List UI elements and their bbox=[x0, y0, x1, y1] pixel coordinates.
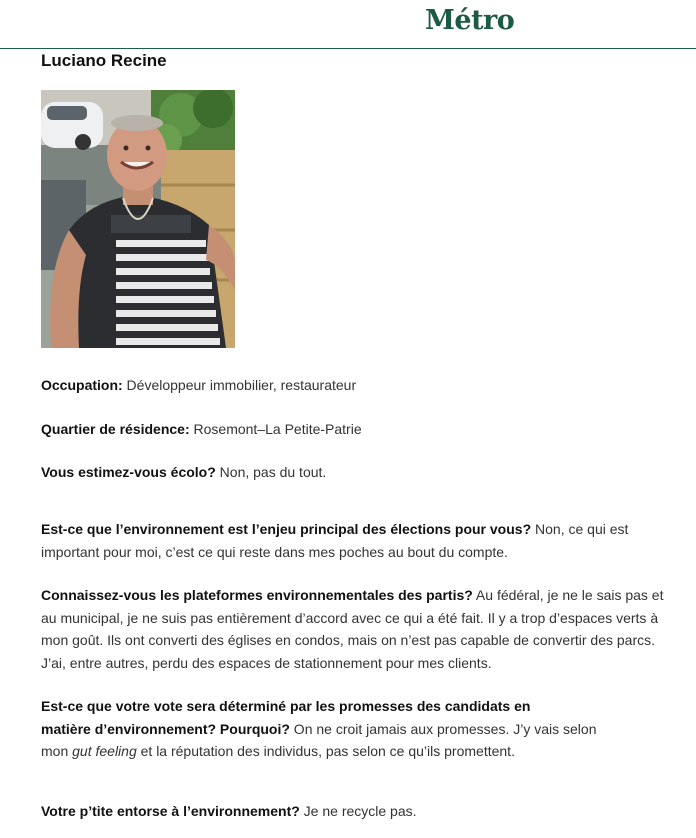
answer-text-end: et la réputation des individus, pas selon ce qu’ils promettent. bbox=[136, 743, 515, 759]
qa-quartier bbox=[41, 418, 671, 441]
answer-text-cont: mon bbox=[41, 743, 73, 759]
question-label: Est-ce que l’environnement est l’enjeu principal des élections pour vous? bbox=[41, 521, 532, 537]
qa-enjeu bbox=[41, 518, 671, 563]
answer-text: Développeur immobilier, restaurateur bbox=[122, 377, 357, 393]
question-label: Vous estimez-vous écolo? bbox=[41, 464, 216, 480]
question-label: Occupation: bbox=[41, 377, 123, 393]
person-name: Luciano Recine bbox=[41, 51, 167, 70]
question-label: Est-ce que votre vote sera déterminé par les promesses des candidats en bbox=[41, 698, 531, 714]
answer-text: On ne croit jamais aux promesses. J’y vais selon bbox=[289, 720, 597, 737]
qa-ecolo bbox=[41, 461, 671, 484]
question-label: Quartier de résidence: bbox=[41, 421, 190, 437]
question-label: Votre p’tite entorse à l’environnement? bbox=[41, 803, 300, 819]
metro-logo[interactable]: Métro bbox=[425, 5, 515, 36]
answer-emphasis: gut feeling bbox=[72, 743, 137, 759]
answer-text: Rosemont–La Petite-Patrie bbox=[189, 421, 362, 437]
question-label: Connaissez-vous les plateformes environnementales des partis? bbox=[41, 587, 473, 603]
answer-text: Non, pas du tout. bbox=[215, 464, 327, 480]
qa-entorse bbox=[41, 800, 671, 823]
answer-text: Je ne recycle pas. bbox=[299, 803, 417, 819]
question-label-cont: matière d’environnement? Pourquoi? bbox=[41, 720, 290, 737]
answer-text: Au fédéral, je ne le sais pas et au municipal, je ne suis pas entièrement d’accord avec ce qui a été fait. Il y a trop d’espaces verts à mon goût. Ils ont converti des églises en condos, mais on n’est pas capable de convertir des parcs. J’ai, entre autres, perdu des espaces de stationnement pour mes clients. bbox=[41, 587, 664, 671]
qa-plateformes bbox=[41, 584, 671, 674]
qa-occupation bbox=[41, 374, 671, 397]
masthead bbox=[0, 0, 696, 49]
portrait-photo bbox=[41, 90, 235, 348]
answer-text: Non, ce qui est important pour moi, c’est ce qui reste dans mes poches au bout du compte. bbox=[41, 521, 629, 560]
qa-vote bbox=[41, 695, 671, 763]
